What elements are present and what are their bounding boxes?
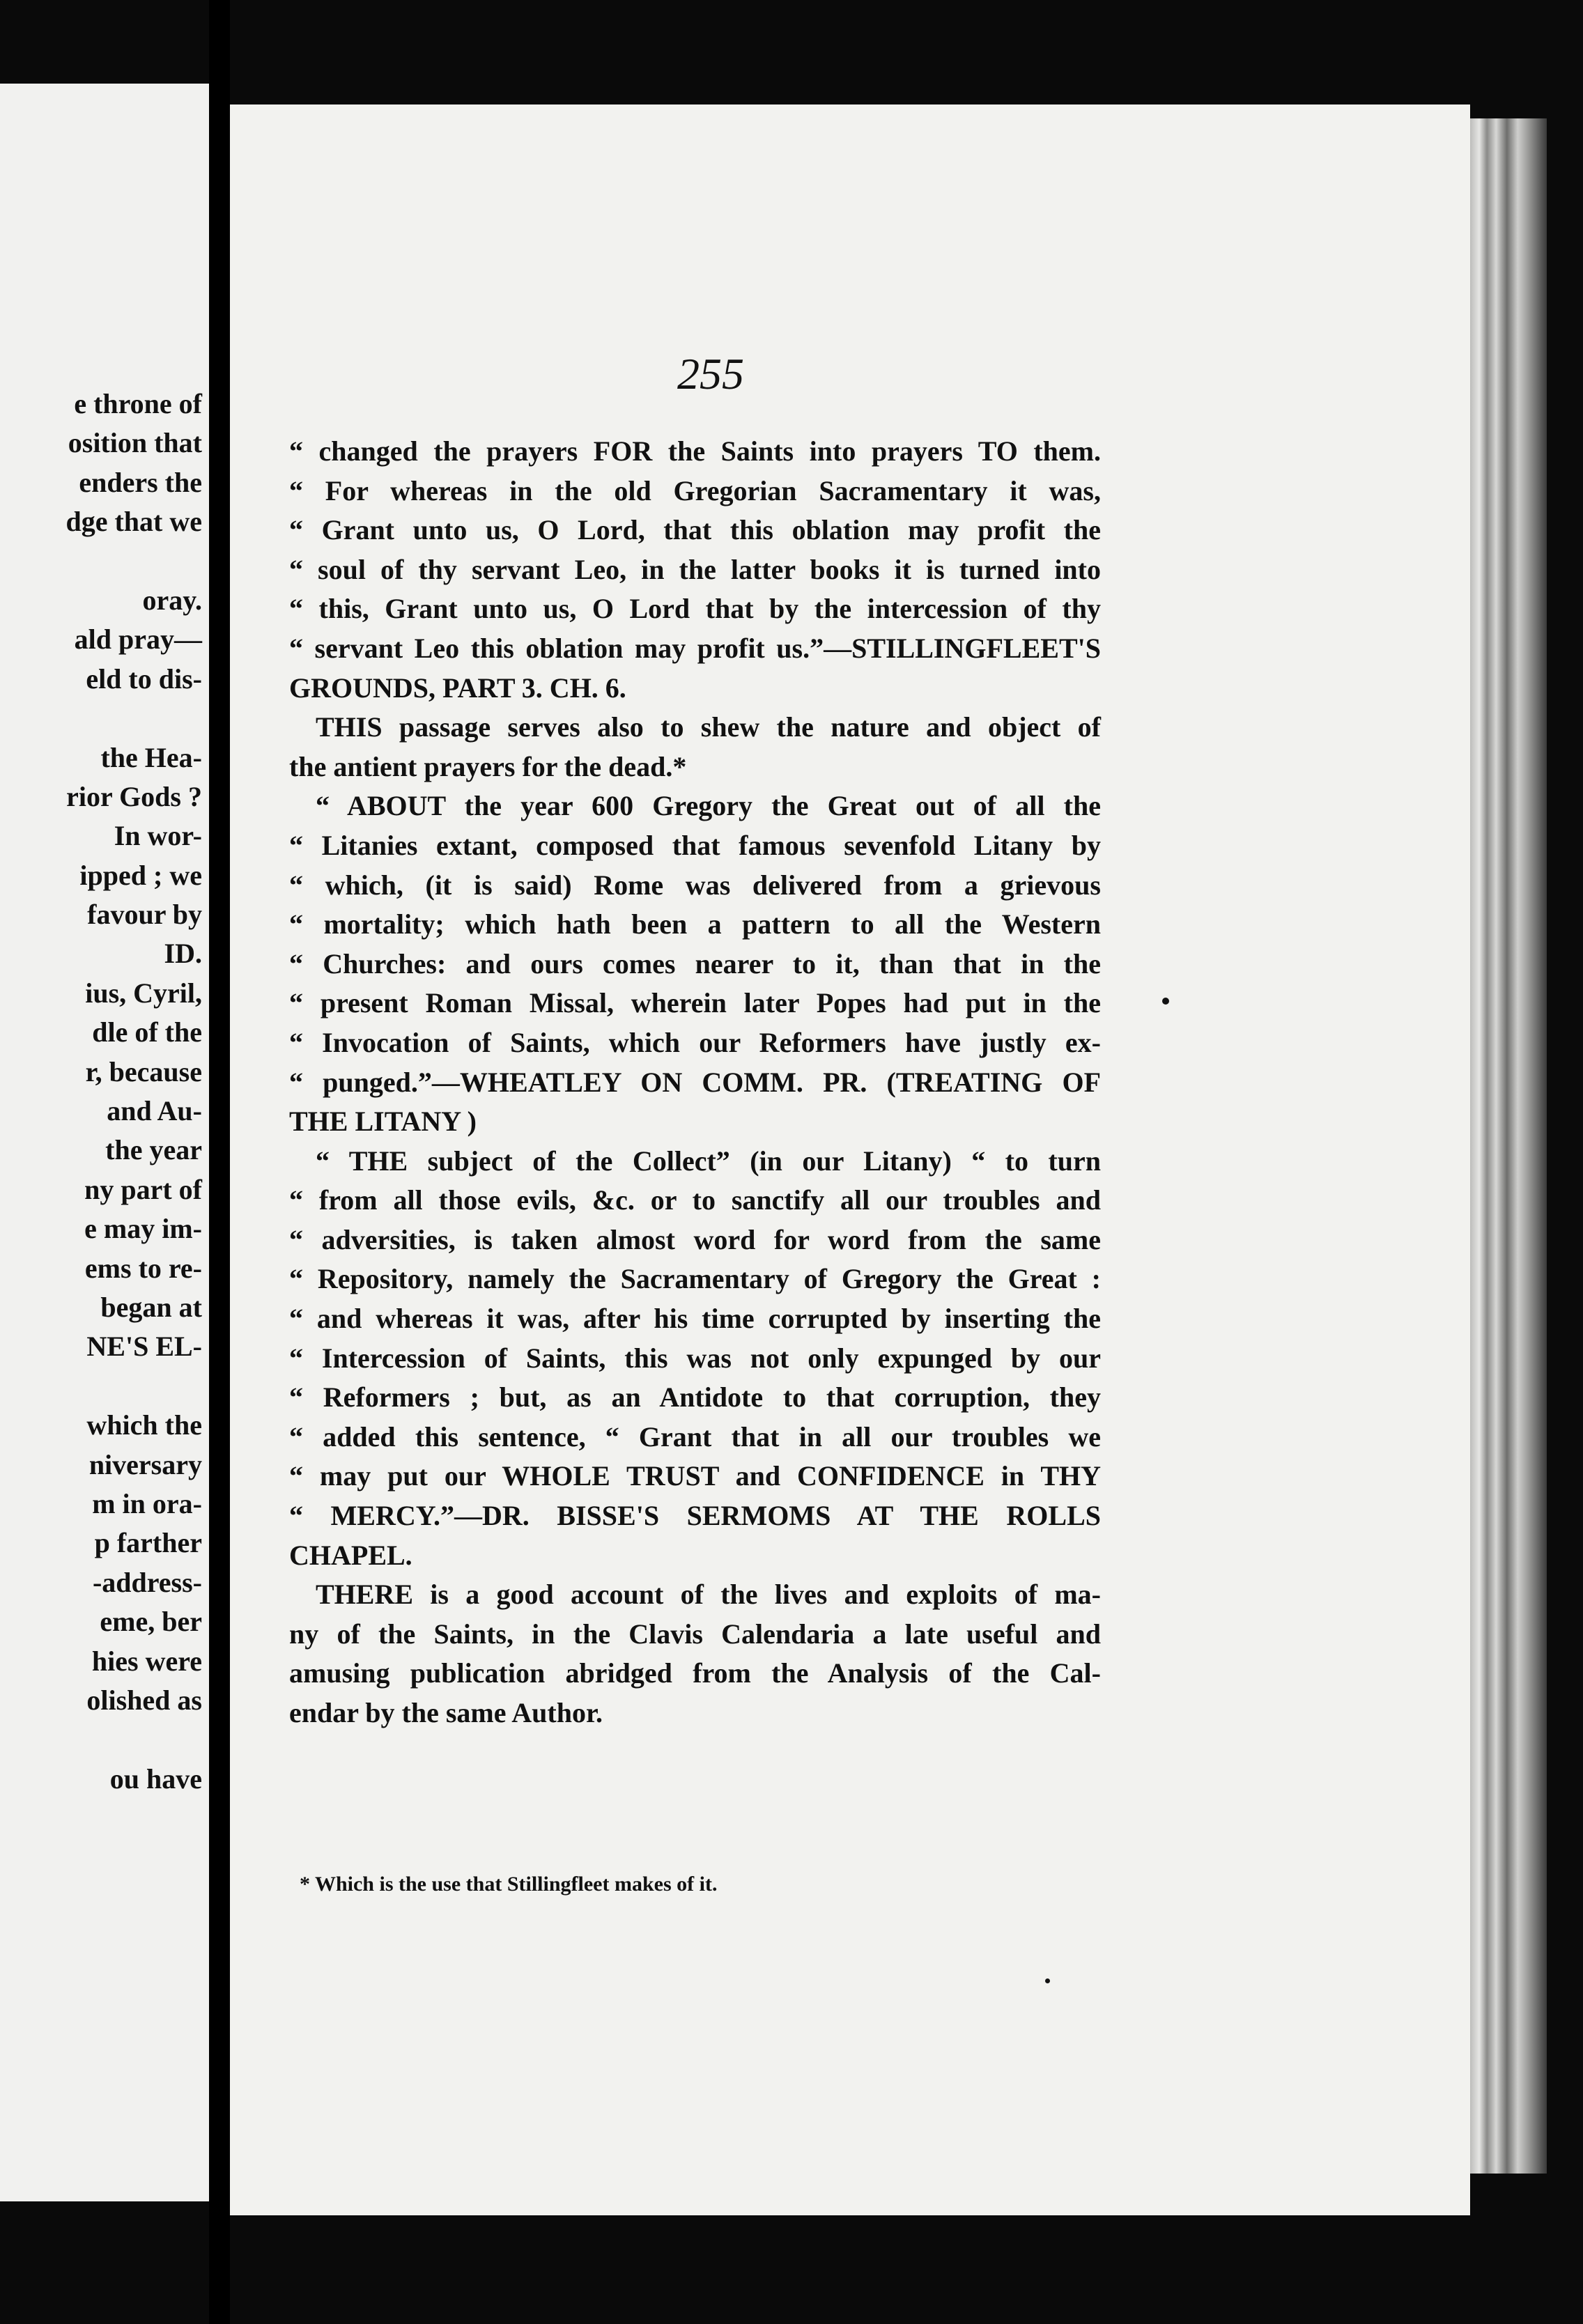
text-line: “ and whereas it was, after his time corrupted by inserting the <box>289 1303 1101 1335</box>
left-page-line: p farther <box>94 1527 202 1559</box>
text-line: GROUNDS, PART 3. CH. 6. <box>289 672 626 704</box>
text-line: “ soul of thy servant Leo, in the latter books it is turned into <box>289 553 1101 585</box>
left-page-line: favour by <box>87 899 202 931</box>
left-page-line: the year <box>105 1134 202 1166</box>
text-line: “ mortality; which hath been a pattern to all the Western <box>289 908 1101 940</box>
left-page-line: -address- <box>92 1566 202 1598</box>
text-line: “ punged.”—WHEATLEY ON COMM. PR. (TREATING OF <box>289 1066 1101 1098</box>
page-number: 255 <box>677 349 744 398</box>
left-page-line: osition that <box>68 427 202 459</box>
text-line: “ changed the prayers FOR the Saints into prayers TO them. <box>289 435 1101 467</box>
text-line: “ may put our WHOLE TRUST and CONFIDENCE in THY <box>289 1460 1101 1492</box>
left-page-line: and Au- <box>107 1095 202 1127</box>
footnote: * Which is the use that Stillingfleet makes of it. <box>300 1873 718 1896</box>
text-line: “ Litanies extant, composed that famous sevenfold Litany by <box>289 829 1101 861</box>
left-page-line: which the <box>86 1409 202 1441</box>
left-page-line <box>0 699 209 738</box>
left-page-line: olished as <box>86 1684 202 1716</box>
text-line: “ THE subject of the Collect” (in our Litany) “ to turn <box>316 1145 1101 1177</box>
page-edges <box>1470 118 1547 2174</box>
left-page-line: ny part of <box>84 1173 202 1205</box>
left-page-line: e throne of <box>74 388 202 419</box>
left-page-line: r, because <box>85 1055 202 1087</box>
left-page-line <box>0 1720 209 1759</box>
text-line: THIS passage serves also to shew the nature and object of <box>316 711 1101 743</box>
left-page-line: ID. <box>164 938 202 970</box>
left-page-text <box>0 385 209 1799</box>
text-line: the antient prayers for the dead.* <box>289 750 687 782</box>
left-page-line: In wor- <box>114 820 202 852</box>
left-page-line: rior Gods ? <box>66 780 202 812</box>
left-page-line: ems to re- <box>84 1252 202 1284</box>
ink-speck <box>1162 998 1169 1005</box>
text-line: “ MERCY.”—DR. BISSE'S SERMOMS AT THE ROLLS <box>289 1500 1101 1532</box>
text-line: “ added this sentence, “ Grant that in all our troubles we <box>289 1420 1101 1452</box>
left-facing-page <box>0 84 209 2201</box>
text-line: endar by the same Author. <box>289 1697 603 1728</box>
book-gutter <box>209 0 230 2324</box>
text-line: amusing publication abridged from the Analysis of the Cal- <box>289 1657 1101 1689</box>
text-line: CHAPEL. <box>289 1539 412 1571</box>
left-page-line: eme, ber <box>100 1606 202 1638</box>
text-line: “ Intercession of Saints, this was not only expunged by our <box>289 1342 1101 1374</box>
left-page-line: ald pray— <box>74 623 202 656</box>
left-page-line: the Hea- <box>100 741 202 773</box>
ink-speck <box>1045 1978 1050 1983</box>
left-page-line <box>0 542 209 581</box>
text-line: “ which, (it is said) Rome was delivered from a grievous <box>289 869 1101 901</box>
text-line: “ adversities, is taken almost word for word from the same <box>289 1223 1101 1255</box>
left-page-line: m in ora- <box>92 1487 202 1519</box>
left-page-line <box>0 1367 209 1406</box>
left-page-line: oray. <box>142 584 202 616</box>
left-page-line: niversary <box>88 1448 202 1480</box>
left-page-line: ipped ; we <box>79 859 202 891</box>
text-line: “ Invocation of Saints, which our Reformers have justly ex- <box>289 1026 1101 1058</box>
text-line: “ Grant unto us, O Lord, that this oblation may profit the <box>289 514 1101 546</box>
text-line: “ present Roman Missal, wherein later Popes had put in the <box>289 987 1101 1019</box>
text-line: THE LITANY ) <box>289 1106 477 1138</box>
left-page-line: ius, Cyril, <box>85 977 202 1009</box>
text-line: “ Churches: and ours comes nearer to it, than that in the <box>289 947 1101 979</box>
text-line: “ ABOUT the year 600 Gregory the Great out of all the <box>316 790 1101 822</box>
left-page-line: NE'S EL- <box>86 1331 202 1363</box>
text-line: “ Repository, namely the Sacramentary of Gregory the Great : <box>289 1263 1101 1295</box>
left-page-line: enders the <box>79 466 202 498</box>
text-line: “ Reformers ; but, as an Antidote to that corruption, they <box>289 1381 1101 1413</box>
left-page-line: e may im- <box>84 1213 202 1245</box>
left-page-line: began at <box>100 1291 202 1323</box>
left-page-line: dge that we <box>65 506 202 538</box>
text-line: “ from all those evils, &c. or to sanctify all our troubles and <box>289 1184 1101 1216</box>
text-line: ny of the Saints, in the Clavis Calendaria a late useful and <box>289 1618 1101 1650</box>
text-line: THERE is a good account of the lives and exploits of ma- <box>316 1579 1101 1611</box>
left-page-line: ou have <box>109 1763 202 1795</box>
text-line: “ this, Grant unto us, O Lord that by the intercession of thy <box>289 593 1101 625</box>
text-line: “ For whereas in the old Gregorian Sacramentary it was, <box>289 474 1101 506</box>
left-page-line: eld to dis- <box>86 663 202 695</box>
body-text <box>289 432 1101 1733</box>
left-page-line: dle of the <box>92 1016 202 1048</box>
left-page-line: hies were <box>91 1645 202 1677</box>
text-line: “ servant Leo this oblation may profit us.”—STILLINGFLEET'S <box>289 632 1101 664</box>
